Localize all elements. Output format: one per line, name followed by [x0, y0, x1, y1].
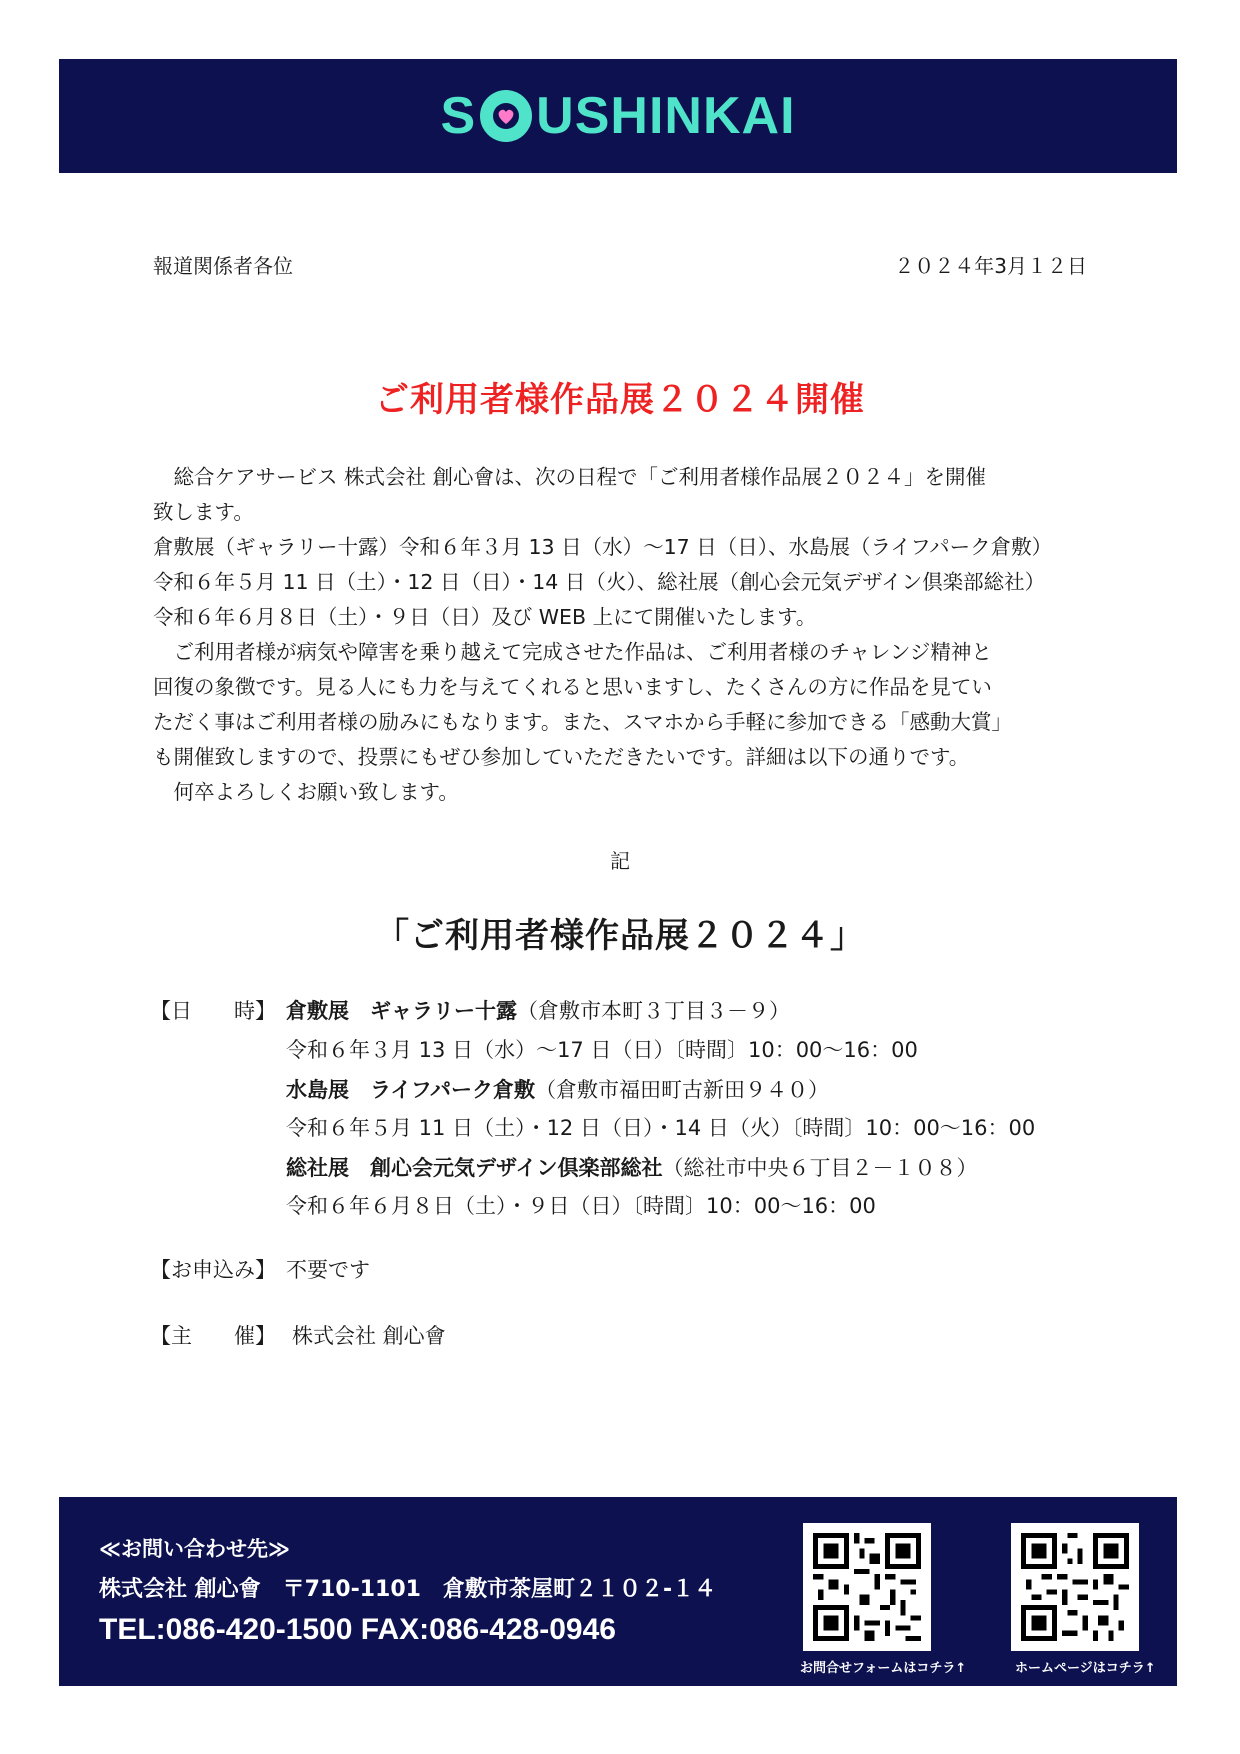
venue-address: （倉敷市福田町古新田９４０）	[535, 1078, 830, 1102]
heart-emblem-icon	[478, 88, 534, 144]
logo-text-right: USHINKAI	[536, 87, 796, 145]
page-title: ご利用者様作品展２０２４開催	[375, 380, 865, 420]
venue-dates: 令和６年５月 11 日（土）・12 日（日）・14 日（火）〔時間〕10：00〜16：00	[286, 1116, 1036, 1140]
application-label: 【お申込み】	[150, 1258, 276, 1282]
venue-dates: 令和６年６月８日（土）・９日（日）〔時間〕10：00〜16：00	[286, 1194, 876, 1218]
tel-fax: TEL:086-420-1500 FAX:086-428-0946	[99, 1613, 616, 1646]
header-banner	[59, 59, 1177, 173]
body-line: 回復の象徴です。見る人にも力を与えてくれると思いますし、たくさんの方に作品を見てい	[153, 675, 992, 699]
body-line: ご利用者様が病気や障害を乗り越えて完成させた作品は、ご利用者様のチャレンジ精神と	[173, 640, 992, 664]
homepage-qr-code[interactable]	[1011, 1523, 1139, 1651]
venue-name: 水島展 ライフパーク倉敷	[286, 1078, 536, 1102]
venue-address: （倉敷市本町３丁目３－９）	[517, 999, 790, 1023]
body-line: 何卒よろしくお願い致します。	[173, 780, 459, 804]
logo-text-left: S	[440, 87, 477, 145]
body-line: 倉敷展（ギャラリー十露）令和６年３月 13 日（水）〜17 日（日）、水島展（ライフパーク倉敷）	[153, 535, 1053, 559]
venue-name: 倉敷展 ギャラリー十露	[286, 999, 517, 1023]
application-value: 不要です	[286, 1258, 370, 1282]
venue-kurashiki	[286, 995, 790, 1025]
brand-logo[interactable]	[440, 86, 795, 146]
contact-heading: ≪お問い合わせ先≫	[99, 1537, 290, 1561]
company-address: 株式会社 創心會 〒710-1101 倉敷市茶屋町２１０２-１４	[99, 1577, 717, 1602]
venue-soja	[286, 1152, 978, 1182]
schedule-label: 【日 時】	[150, 999, 276, 1023]
body-line: 総合ケアサービス 株式会社 創心會は、次の日程で「ご利用者様作品展２０２４」を開催	[173, 465, 987, 489]
body-line: 令和６年６月８日（土）・９日（日）及び WEB 上にて開催いたします。	[153, 605, 817, 629]
addressee: 報道関係者各位	[153, 254, 293, 278]
inquiry-form-qr-code[interactable]	[803, 1523, 931, 1651]
ki-marker: 記	[610, 849, 630, 873]
body-line: 令和６年５月 11 日（土）・12 日（日）・14 日（火）、総社展（創心会元気デザイン倶楽部総社）	[153, 570, 1046, 594]
body-line: も開催致しますので、投票にもぜひ参加していただきたいです。詳細は以下の通りです。	[153, 745, 970, 769]
event-name: 「ご利用者様作品展２０２４」	[375, 916, 865, 956]
qr1-caption: お問合せフォームはコチラ↑	[800, 1661, 967, 1676]
body-text	[153, 460, 1087, 810]
venue-name: 総社展 創心会元気デザイン倶楽部総社	[286, 1156, 663, 1180]
organizer-label: 【主 催】	[150, 1324, 276, 1348]
issue-date: ２０２４年3月１２日	[894, 254, 1087, 278]
venue-dates: 令和６年３月 13 日（水）〜17 日（日）〔時間〕10：00〜16：00	[286, 1038, 918, 1062]
body-line: 致します。	[153, 500, 254, 524]
venue-address: （総社市中央６丁目２－１０８）	[662, 1156, 978, 1180]
body-line: ただく事はご利用者様の励みにもなります。また、スマホから手軽に参加できる「感動大賞」	[153, 710, 1012, 734]
venue-mizushima	[286, 1074, 829, 1104]
qr2-caption: ホームページはコチラ↑	[1015, 1661, 1156, 1676]
letter-meta	[153, 250, 1087, 279]
organizer-value: 株式会社 創心會	[292, 1324, 446, 1348]
contact-footer	[59, 1497, 1177, 1686]
